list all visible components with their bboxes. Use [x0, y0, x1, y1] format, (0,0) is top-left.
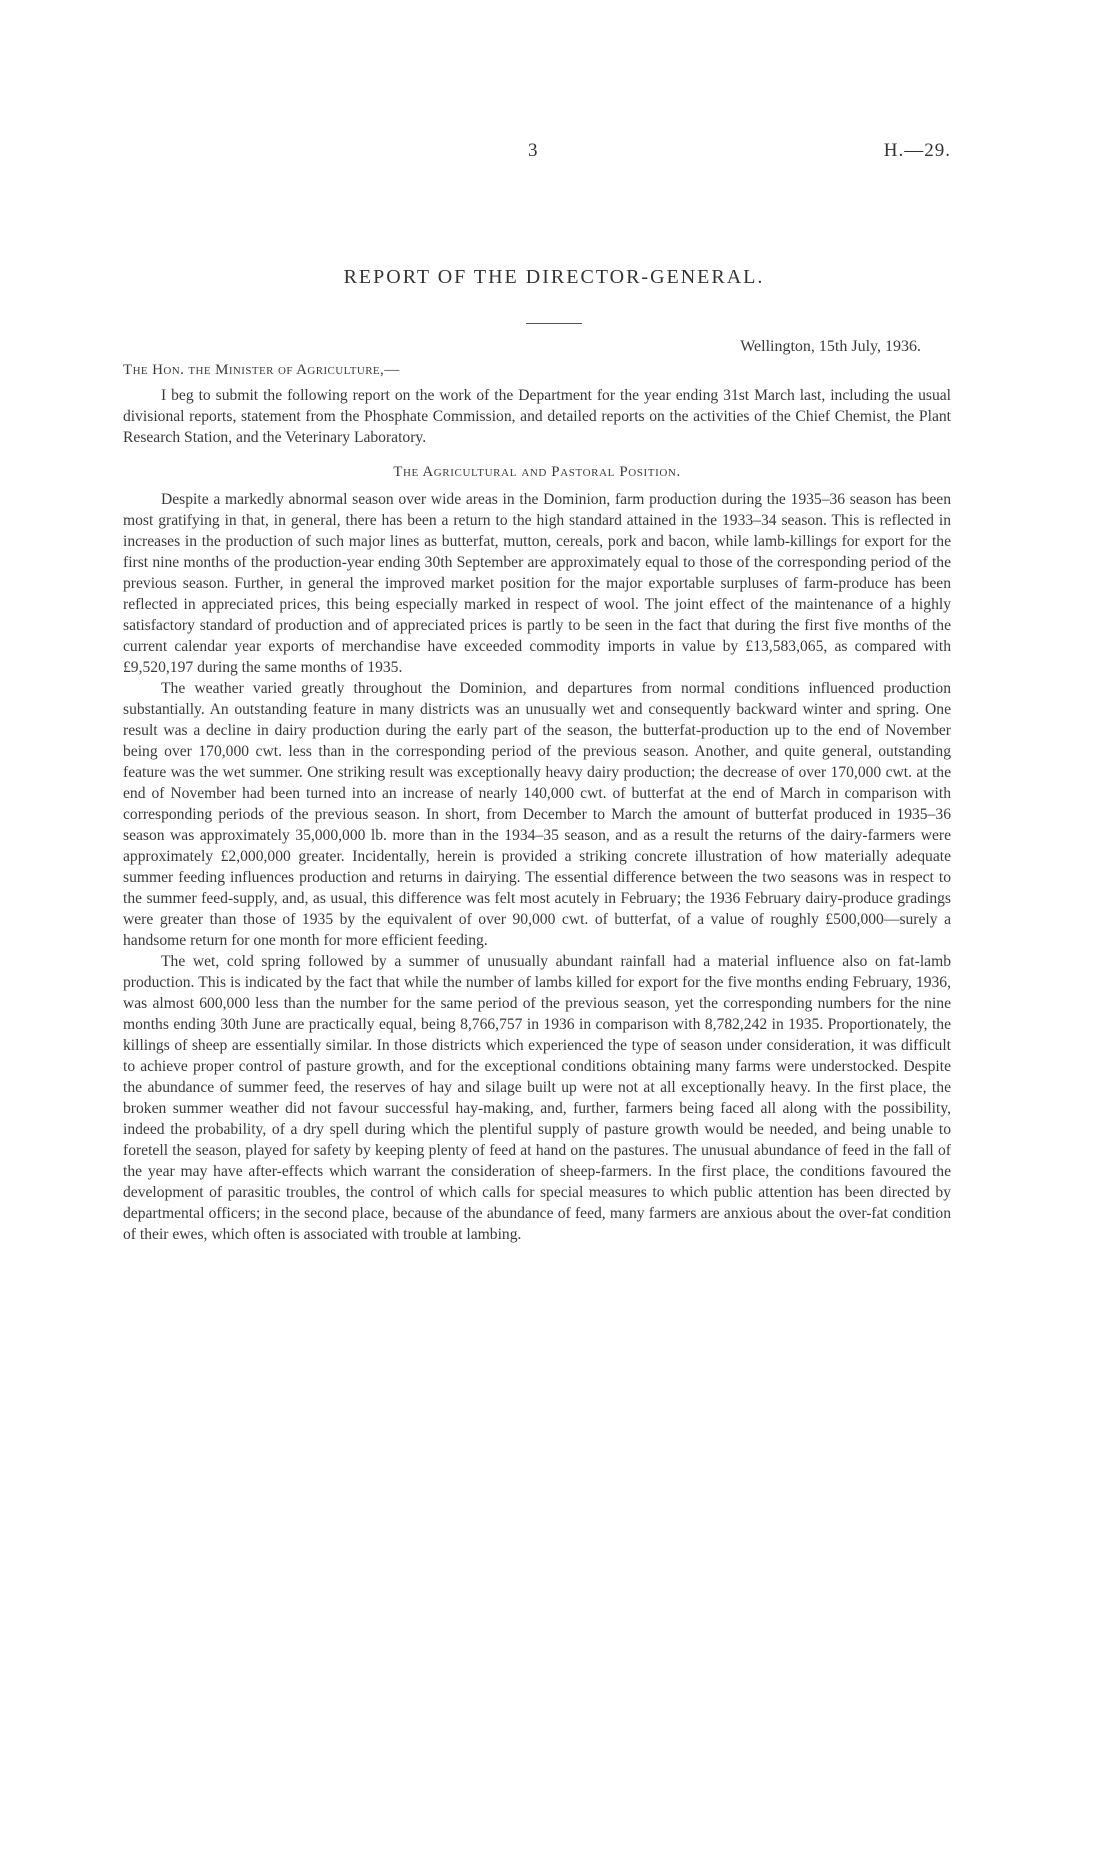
- body-paragraph: The wet, cold spring followed by a summer of unusually abundant rainfall had a material influence also on fat-lamb production. This is indicated by the fact that while the number of lambs killed for export for the five months ending February, 1936, was almost 600,000 less than the number for the same period of the previous season, yet the corresponding numbers for the nine months ending 30th June are practically equal, being 8,766,757 in 1936 in comparison with 8,782,242 in 1935. Proportionately, the killings of sheep are essentially similar. In those districts which experienced the type of season under consideration, it was difficult to achieve proper control of pasture growth, and for the exceptional conditions obtaining many farms were understocked. Despite the abundance of summer feed, the reserves of hay and silage built up were not at all exceptionally heavy. In the first place, the broken summer weather did not favour successful hay-making, and, further, farmers being faced all along with the possibility, indeed the probability, of a dry spell during which the plentiful supply of pasture growth would be needed, and being unable to foretell the season, played for safety by keeping plenty of feed at hand on the pastures. The unusual abundance of feed in the fall of the year may have after-effects which warrant the consideration of sheep-farmers. In the first place, the conditions favoured the development of parasitic troubles, the control of which calls for special measures to which public attention has been directed by departmental officers; in the second place, because of the abundance of feed, many farmers are anxious about the over-fat condition of their ewes, which often is associated with trouble at lambing.: [123, 953, 951, 1243]
- salutation-text: The Hon. the Minister of Agriculture,—: [123, 362, 400, 378]
- report-title: REPORT OF THE DIRECTOR-GENERAL.: [343, 266, 765, 288]
- dateline: Wellington, 15th July, 1936.: [740, 338, 921, 355]
- page-number: 3: [528, 140, 538, 161]
- section-heading: The Agricultural and Pastoral Position.: [393, 464, 681, 480]
- document-page: [123, 140, 951, 1245]
- document-code: H.—29.: [883, 140, 951, 161]
- page-header: [123, 140, 951, 170]
- intro-paragraph: I beg to submit the following report on the work of the Department for the year ending 31st March last, including the usual divisional reports, statement from the Phosphate Commission, and detailed reports on the activities of the Chief Chemist, the Plant Research Station, and the Veterinary Laboratory.: [123, 387, 951, 446]
- body-paragraph: The weather varied greatly throughout the Dominion, and departures from normal conditions influenced production substantially. An outstanding feature in many districts was an unusually wet and consequently backward winter and spring. One result was a decline in dairy production during the early part of the season, the butterfat-production up to the end of November being over 170,000 cwt. less than in the corresponding period of the previous season. Another, and quite general, outstanding feature was the wet summer. One striking result was exceptionally heavy dairy production; the decrease of over 170,000 cwt. at the end of November had been turned into an increase of nearly 140,000 cwt. of butterfat at the end of March in comparison with corresponding periods of the previous season. In short, from December to March the amount of butterfat produced in 1935–36 season was approximately 35,000,000 lb. more than in the 1934–35 season, and as a result the returns of the dairy-farmers were approximately £2,000,000 greater. Incidentally, herein is provided a striking concrete illustration of how materially adequate summer feeding influences production and returns in dairying. The essential difference between the two seasons was in respect to the summer feed-supply, and, as usual, this difference was felt most acutely in February; the 1936 February dairy-produce gradings were greater than those of 1935 by the equivalent of over 90,000 cwt. of butterfat, of a value of roughly £500,000—surely a handsome return for one month for more efficient feeding.: [123, 680, 951, 949]
- title-divider: [526, 323, 582, 324]
- salutation: [123, 362, 951, 379]
- body-paragraph: Despite a markedly abnormal season over wide areas in the Dominion, farm production during the 1935–36 season has been most gratifying in that, in general, there has been a return to the high standard attained in the 1933–34 season. This is reflected in increases in the production of such major lines as butterfat, mutton, cereals, pork and bacon, while lamb-killings for export for the first nine months of the production-year ending 30th September are approximately equal to those of the corresponding period of the previous season. Further, in general the improved market position for the major exportable surpluses of farm-produce has been reflected in appreciated prices, this being especially marked in respect of wool. The joint effect of the maintenance of a highly satisfactory standard of production and of appreciated prices is partly to be seen in the fact that during the first five months of the current calendar year exports of merchandise have exceeded commodity imports in value by £13,583,065, as compared with £9,520,197 during the same months of 1935.: [123, 491, 951, 676]
